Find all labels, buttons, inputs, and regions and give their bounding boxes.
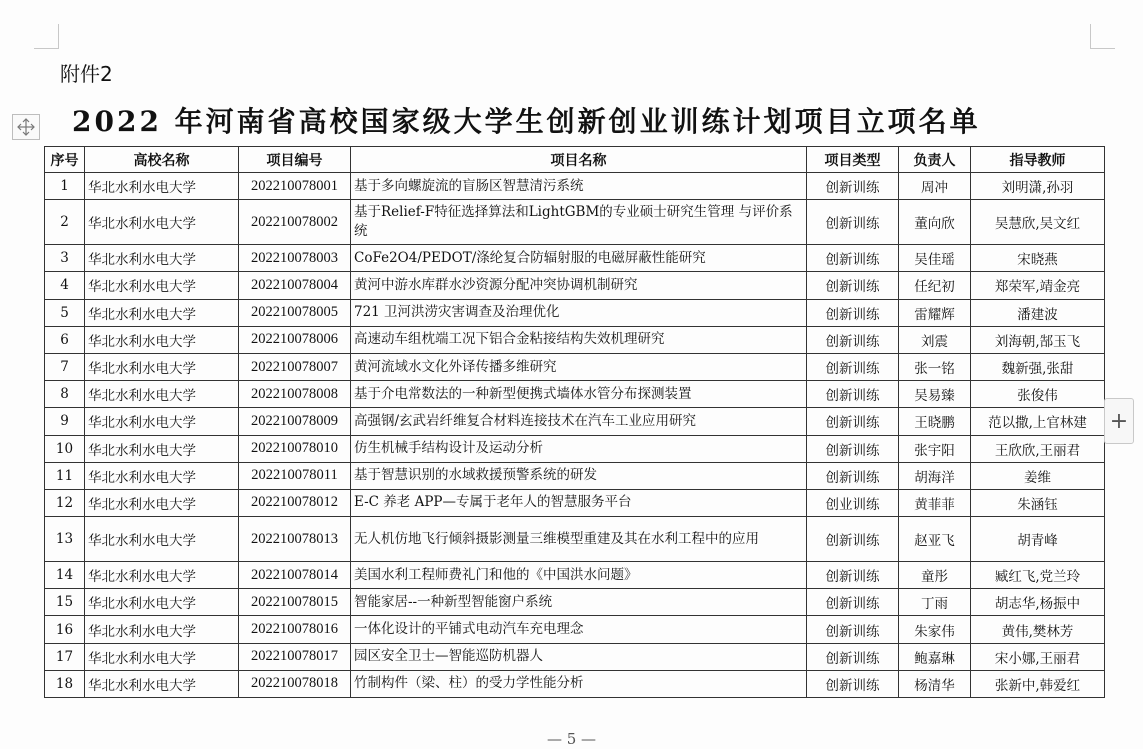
cell-university: 华北水利水电大学	[85, 462, 239, 489]
cell-university: 华北水利水电大学	[85, 326, 239, 353]
cell-advisor: 宋晓燕	[971, 245, 1105, 272]
cell-index: 14	[45, 562, 85, 589]
cell-university: 华北水利水电大学	[85, 517, 239, 562]
cell-university: 华北水利水电大学	[85, 562, 239, 589]
cell-project-type: 创新训练	[807, 589, 899, 616]
cell-index: 2	[45, 200, 85, 245]
cell-project-name: 竹制构件（梁、柱）的受力学性能分析	[351, 670, 807, 697]
cell-project-code: 202210078009	[239, 408, 351, 435]
cell-university: 华北水利水电大学	[85, 299, 239, 326]
cell-advisor: 刘海朝,郜玉飞	[971, 326, 1105, 353]
cell-project-code: 202210078006	[239, 326, 351, 353]
table-row	[45, 272, 1105, 299]
table-header-row	[45, 147, 1105, 173]
cell-index: 9	[45, 408, 85, 435]
project-table	[44, 146, 1105, 698]
cell-project-type: 创新训练	[807, 562, 899, 589]
cell-project-name: 基于Relief-F特征选择算法和LightGBM的专业硕士研究生管理 与评价系统	[351, 200, 807, 245]
cell-project-name: 美国水利工程师费礼门和他的《中国洪水问题》	[351, 562, 807, 589]
cell-university: 华北水利水电大学	[85, 245, 239, 272]
move-icon[interactable]	[12, 114, 40, 140]
cell-university: 华北水利水电大学	[85, 643, 239, 670]
cell-leader: 张一铭	[899, 353, 971, 380]
cell-project-code: 202210078016	[239, 616, 351, 643]
crop-mark-top-left	[34, 24, 59, 49]
cell-university: 华北水利水电大学	[85, 353, 239, 380]
cell-advisor: 黄伟,樊林芳	[971, 616, 1105, 643]
table-row	[45, 200, 1105, 245]
table-row	[45, 326, 1105, 353]
table-row	[45, 353, 1105, 380]
cell-project-code: 202210078018	[239, 670, 351, 697]
cell-leader: 任纪初	[899, 272, 971, 299]
cell-advisor: 魏新强,张甜	[971, 353, 1105, 380]
cell-index: 13	[45, 517, 85, 562]
cell-leader: 张宇阳	[899, 435, 971, 462]
header-advisor: 指导教师	[971, 147, 1105, 173]
cell-project-name: 基于智慧识别的水域救援预警系统的研发	[351, 462, 807, 489]
cell-project-code: 202210078007	[239, 353, 351, 380]
cell-project-type: 创新训练	[807, 299, 899, 326]
header-leader: 负责人	[899, 147, 971, 173]
cell-index: 11	[45, 462, 85, 489]
cell-advisor: 臧红飞,党兰玲	[971, 562, 1105, 589]
cell-project-name: E-C 养老 APP—专属于老年人的智慧服务平台	[351, 489, 807, 516]
cell-university: 华北水利水电大学	[85, 670, 239, 697]
crop-mark-top-right	[1090, 24, 1115, 49]
cell-project-name: 仿生机械手结构设计及运动分析	[351, 435, 807, 462]
cell-project-code: 202210078008	[239, 381, 351, 408]
cell-index: 8	[45, 381, 85, 408]
table-row	[45, 245, 1105, 272]
table-row	[45, 562, 1105, 589]
cell-index: 1	[45, 173, 85, 200]
cell-advisor: 宋小娜,王丽君	[971, 643, 1105, 670]
cell-advisor: 范以撒,上官林建	[971, 408, 1105, 435]
cell-project-name: 智能家居--一种新型智能窗户系统	[351, 589, 807, 616]
cell-project-code: 202210078013	[239, 517, 351, 562]
cell-project-code: 202210078012	[239, 489, 351, 516]
cell-leader: 王晓鹏	[899, 408, 971, 435]
table-row	[45, 616, 1105, 643]
cell-leader: 童彤	[899, 562, 971, 589]
cell-index: 3	[45, 245, 85, 272]
cell-index: 6	[45, 326, 85, 353]
header-project-code: 项目编号	[239, 147, 351, 173]
cell-advisor: 王欣欣,王丽君	[971, 435, 1105, 462]
cell-project-name: 一体化设计的平铺式电动汽车充电理念	[351, 616, 807, 643]
cell-advisor: 刘明潇,孙羽	[971, 173, 1105, 200]
cell-index: 15	[45, 589, 85, 616]
cell-project-type: 创新训练	[807, 670, 899, 697]
cell-project-type: 创新训练	[807, 245, 899, 272]
header-project-type: 项目类型	[807, 147, 899, 173]
cell-advisor: 张俊伟	[971, 381, 1105, 408]
cell-advisor: 潘建波	[971, 299, 1105, 326]
cell-project-code: 202210078010	[239, 435, 351, 462]
cell-project-code: 202210078015	[239, 589, 351, 616]
cell-university: 华北水利水电大学	[85, 616, 239, 643]
cell-index: 12	[45, 489, 85, 516]
cell-project-type: 创新训练	[807, 353, 899, 380]
cell-leader: 朱家伟	[899, 616, 971, 643]
cell-university: 华北水利水电大学	[85, 589, 239, 616]
table-row	[45, 462, 1105, 489]
cell-project-name: 黄河中游水库群水沙资源分配冲突协调机制研究	[351, 272, 807, 299]
cell-leader: 周冲	[899, 173, 971, 200]
table-row	[45, 408, 1105, 435]
cell-index: 17	[45, 643, 85, 670]
header-project-name: 项目名称	[351, 147, 807, 173]
table-row	[45, 435, 1105, 462]
cell-project-name: 721 卫河洪涝灾害调查及治理优化	[351, 299, 807, 326]
cell-project-code: 202210078003	[239, 245, 351, 272]
header-index: 序号	[45, 147, 85, 173]
cell-project-type: 创新训练	[807, 173, 899, 200]
cell-index: 4	[45, 272, 85, 299]
cell-leader: 赵亚飞	[899, 517, 971, 562]
cell-project-name: 黄河流域水文化外译传播多维研究	[351, 353, 807, 380]
cell-project-type: 创业训练	[807, 489, 899, 516]
document-title: 2022 年河南省高校国家级大学生创新创业训练计划项目立项名单	[72, 105, 981, 138]
cell-advisor: 吴慧欣,吴文红	[971, 200, 1105, 245]
cell-project-type: 创新训练	[807, 272, 899, 299]
cell-index: 16	[45, 616, 85, 643]
table-row	[45, 670, 1105, 697]
cell-university: 华北水利水电大学	[85, 173, 239, 200]
table-row	[45, 589, 1105, 616]
cell-index: 7	[45, 353, 85, 380]
cell-university: 华北水利水电大学	[85, 489, 239, 516]
cell-university: 华北水利水电大学	[85, 381, 239, 408]
cell-project-type: 创新训练	[807, 381, 899, 408]
table-body	[45, 173, 1105, 698]
cell-project-type: 创新训练	[807, 200, 899, 245]
cell-advisor: 胡青峰	[971, 517, 1105, 562]
cell-project-code: 202210078002	[239, 200, 351, 245]
cell-project-type: 创新训练	[807, 435, 899, 462]
cell-leader: 胡海洋	[899, 462, 971, 489]
cell-project-type: 创新训练	[807, 326, 899, 353]
cell-project-code: 202210078014	[239, 562, 351, 589]
cell-leader: 刘震	[899, 326, 971, 353]
cell-project-code: 202210078017	[239, 643, 351, 670]
table-row	[45, 517, 1105, 562]
cell-project-name: 高强钢/玄武岩纤维复合材料连接技术在汽车工业应用研究	[351, 408, 807, 435]
cell-index: 18	[45, 670, 85, 697]
cell-university: 华北水利水电大学	[85, 435, 239, 462]
cell-project-name: 园区安全卫士—智能巡防机器人	[351, 643, 807, 670]
cell-advisor: 张新中,韩爱红	[971, 670, 1105, 697]
attachment-label: 附件2	[60, 62, 113, 86]
cell-index: 10	[45, 435, 85, 462]
table-row	[45, 643, 1105, 670]
cell-advisor: 胡志华,杨振中	[971, 589, 1105, 616]
header-university: 高校名称	[85, 147, 239, 173]
cell-advisor: 姜维	[971, 462, 1105, 489]
cell-leader: 杨清华	[899, 670, 971, 697]
cell-advisor: 郑荣军,靖金亮	[971, 272, 1105, 299]
cell-project-name: 基于介电常数法的一种新型便携式墙体水管分布探测装置	[351, 381, 807, 408]
cell-project-code: 202210078011	[239, 462, 351, 489]
table-row	[45, 173, 1105, 200]
cell-index: 5	[45, 299, 85, 326]
cell-project-code: 202210078004	[239, 272, 351, 299]
cell-project-name: CoFe2O4/PEDOT/涤纶复合防辐射服的电磁屏蔽性能研究	[351, 245, 807, 272]
cell-project-type: 创新训练	[807, 408, 899, 435]
cell-leader: 吴佳瑶	[899, 245, 971, 272]
cell-project-type: 创新训练	[807, 616, 899, 643]
table-row	[45, 381, 1105, 408]
cell-university: 华北水利水电大学	[85, 200, 239, 245]
cell-leader: 董向欣	[899, 200, 971, 245]
cell-university: 华北水利水电大学	[85, 408, 239, 435]
cell-project-name: 无人机仿地飞行倾斜摄影测量三维模型重建及其在水利工程中的应用	[351, 517, 807, 562]
page-number: — 5 —	[546, 730, 597, 748]
cell-project-name: 基于多向螺旋流的盲肠区智慧清污系统	[351, 173, 807, 200]
cell-project-type: 创新训练	[807, 517, 899, 562]
cell-leader: 黄菲菲	[899, 489, 971, 516]
cell-project-type: 创新训练	[807, 643, 899, 670]
cell-leader: 丁雨	[899, 589, 971, 616]
plus-icon[interactable]: +	[1104, 398, 1134, 444]
table-row	[45, 489, 1105, 516]
cell-project-type: 创新训练	[807, 462, 899, 489]
table-row	[45, 299, 1105, 326]
cell-project-name: 高速动车组枕端工况下铝合金粘接结构失效机理研究	[351, 326, 807, 353]
cell-project-code: 202210078001	[239, 173, 351, 200]
cell-university: 华北水利水电大学	[85, 272, 239, 299]
cell-project-code: 202210078005	[239, 299, 351, 326]
cell-leader: 吴易臻	[899, 381, 971, 408]
cell-leader: 鲍嘉琳	[899, 643, 971, 670]
cell-advisor: 朱涵钰	[971, 489, 1105, 516]
cell-leader: 雷耀辉	[899, 299, 971, 326]
